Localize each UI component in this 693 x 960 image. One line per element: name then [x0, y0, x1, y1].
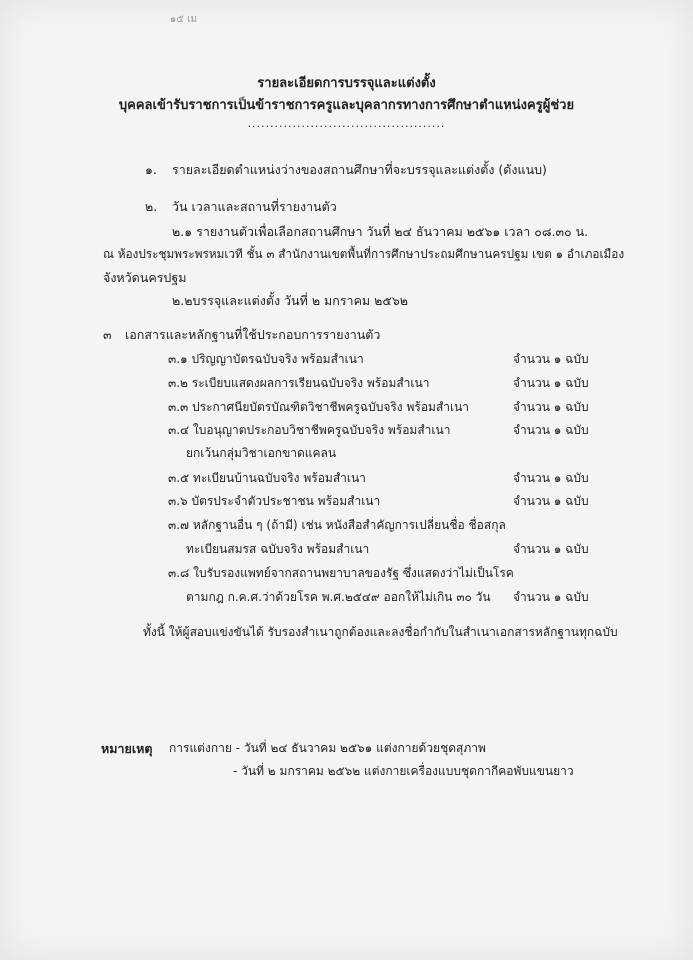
list-item-count: จำนวน ๑ ฉบับ: [513, 400, 589, 414]
section2-number: ๒.: [145, 199, 158, 214]
list-item-label: ๓.๘ ใบรับรองแพทย์จากสถานพยาบาลของรัฐ ซึ่งแสดงว่าไม่เป็นโรค: [168, 566, 514, 580]
title-separator: ............................................: [247, 117, 446, 130]
document-title-line2: บุคคลเข้ารับราชการเป็นข้าราชการครูและบุคลากรทางการศึกษาตำแหน่งครูผู้ช่วย: [118, 98, 575, 113]
section2-item1-line2: ณ ห้องประชุมพระพรหมเวที ชั้น ๓ สำนักงานเขตพื้นที่การศึกษาประถมศึกษานครปฐม เขต ๑ อำเภอเมือง: [103, 247, 625, 261]
list-item-label-continued: ตามกฎ ก.ค.ศ.ว่าด้วยโรค พ.ศ.๒๕๔๙ ออกให้ไม่เกิน ๓๐ วัน: [186, 590, 491, 604]
section3-number: ๓: [103, 327, 112, 342]
list-item-label: ๓.๑ ปริญญาบัตรฉบับจริง พร้อมสำเนา: [168, 352, 364, 366]
section1-text: รายละเอียดตำแหน่งว่างของสถานศึกษาที่จะบรรจุและแต่งตั้ง (ดังแนบ): [172, 162, 547, 177]
note-line1: การแต่งกาย - วันที่ ๒๔ ธันวาคม ๒๕๖๑ แต่งกายด้วยชุดสุภาพ: [169, 741, 486, 755]
list-item-label: ๓.๒ ระเบียบแสดงผลการเรียนฉบับจริง พร้อมสำเนา: [168, 376, 430, 390]
section2-item1-line3: จังหวัดนครปฐม: [103, 270, 187, 285]
section2-item2: ๒.๒บรรจุและแต่งตั้ง วันที่ ๒ มกราคม ๒๕๖๒: [172, 293, 409, 308]
list-item-count: จำนวน ๑ ฉบับ: [513, 352, 589, 366]
note-label: หมายเหตุ: [101, 741, 153, 756]
list-item-count: จำนวน ๑ ฉบับ: [513, 471, 589, 485]
list-item-count: จำนวน ๑ ฉบับ: [513, 376, 589, 390]
list-item-label: ๓.๗ หลักฐานอื่น ๆ (ถ้ามี) เช่น หนังสือสำคัญการเปลี่ยนชื่อ ชื่อสกุล: [168, 518, 506, 532]
list-item-count: จำนวน ๑ ฉบับ: [513, 590, 589, 604]
list-item-label-continued: ทะเบียนสมรส ฉบับจริง พร้อมสำเนา: [186, 542, 370, 556]
note-line2: - วันที่ ๒ มกราคม ๒๕๖๒ แต่งกายเครื่องแบบชุดกากีคอพับแขนยาว: [233, 764, 574, 778]
list-item-count: จำนวน ๑ ฉบับ: [513, 494, 589, 508]
section1-number: ๑.: [145, 162, 157, 177]
list-item-label: ๓.๖ บัตรประจำตัวประชาชน พร้อมสำเนา: [168, 494, 381, 508]
list-item-label-continued: ยกเว้นกลุ่มวิชาเอกขาดแคลน: [186, 446, 337, 460]
list-item-count: จำนวน ๑ ฉบับ: [513, 542, 589, 556]
section3-heading: เอกสารและหลักฐานที่ใช้ประกอบการรายงานตัว: [125, 327, 381, 342]
section2-heading: วัน เวลาและสถานที่รายงานตัว: [172, 199, 337, 214]
list-item-label: ๓.๔ ใบอนุญาตประกอบวิชาชีพครูฉบับจริง พร้อมสำเนา: [168, 423, 451, 437]
section2-item1-line1: ๒.๑ รายงานตัวเพื่อเลือกสถานศึกษา วันที่ ๒๔ ธันวาคม ๒๕๖๑ เวลา ๐๘.๓๐ น.: [172, 224, 589, 239]
section3-footer-note: ทั้งนี้ ให้ผู้สอบแข่งขันได้ รับรองสำเนาถูกต้องและลงชื่อกำกับในสำเนาเอกสารหลักฐานทุกฉบับ: [143, 625, 618, 639]
list-item-count: จำนวน ๑ ฉบับ: [513, 423, 589, 437]
document-title-line1: รายละเอียดการบรรจุและแต่งตั้ง: [257, 76, 436, 91]
list-item-label: ๓.๕ ทะเบียนบ้านฉบับจริง พร้อมสำเนา: [168, 471, 366, 485]
list-item-label: ๓.๓ ประกาศนียบัตรบัณฑิตวิชาชีพครูฉบับจริง พร้อมสำเนา: [168, 400, 470, 414]
header-stamp: ๑๕ เม: [170, 14, 198, 25]
